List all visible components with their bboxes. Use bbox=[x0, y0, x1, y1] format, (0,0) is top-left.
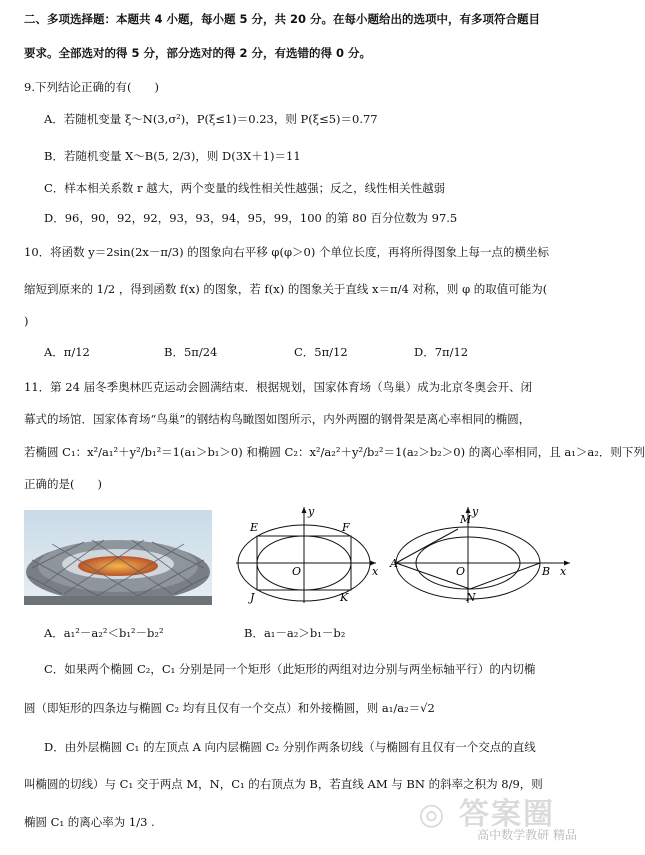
fig2-label-m: M bbox=[460, 513, 472, 526]
birds-nest-photo bbox=[24, 510, 212, 605]
fig1-label-e: E bbox=[250, 521, 259, 534]
q11-option-d-line1: D．由外层椭圆 C₁ 的左顶点 A 向内层椭圆 C₂ 分别作两条切线（与椭圆有且仅有一个交点的直线 bbox=[44, 740, 536, 754]
q11-option-a: A．a₁²－a₂²＜b₁²－b₂² bbox=[44, 626, 164, 640]
q10-option-c: C．5π/12 bbox=[294, 345, 348, 359]
q9-option-a: A．若随机变量 ξ～N(3,σ²)，P(ξ≤1)＝0.23，则 P(ξ≤5)＝0.77 bbox=[44, 112, 378, 126]
fig1-label-f: F bbox=[342, 521, 350, 534]
q10-line1: 10．将函数 y＝2sin(2x－π/3) 的图象向右平移 φ(φ＞0) 个单位长度，再将所得图象上每一点的横坐标 bbox=[24, 245, 549, 259]
section-header-line2: 要求。全部选对的得 5 分，部分选对的得 2 分，有选错的得 0 分。 bbox=[24, 46, 372, 60]
fig1-label-k: K bbox=[340, 591, 349, 604]
q10-line2: 缩短到原来的 1/2 ，得到函数 f(x) 的图象，若 f(x) 的图象关于直线 x＝π/4 对称，则 φ 的取值可能为( bbox=[24, 282, 548, 296]
q10-line3: ) bbox=[24, 314, 29, 328]
q11-option-d-line3: 椭圆 C₁ 的离心率为 1/3 . bbox=[24, 815, 155, 829]
q10-option-d: D．7π/12 bbox=[414, 345, 469, 359]
fig2-label-a: A bbox=[390, 557, 398, 570]
q11-option-c-line2: 圆（即矩形的四条边与椭圆 C₂ 均有且仅有一个交点）和外接椭圆，则 a₁/a₂＝√2 bbox=[24, 701, 435, 715]
fig1-label-x: x bbox=[372, 565, 379, 578]
q10-option-b: B．5π/24 bbox=[164, 345, 218, 359]
q10-option-a: A．π/12 bbox=[44, 345, 90, 359]
watermark-logo: ◎ 答案圈 bbox=[418, 797, 555, 832]
fig2-label-y: y bbox=[472, 505, 479, 518]
figure-tangent-ellipses bbox=[392, 505, 572, 605]
fig2-label-o: O bbox=[456, 565, 466, 578]
fig2-label-x: x bbox=[560, 565, 567, 578]
fig1-label-j: J bbox=[250, 591, 255, 604]
q9-option-c: C．样本相关系数 r 越大，两个变量的线性相关性越强；反之，线性相关性越弱 bbox=[44, 181, 446, 195]
fig2-label-n: N bbox=[466, 591, 476, 604]
watermark-text: 高中数学教研 精品 bbox=[477, 828, 577, 842]
q11-option-b: B．a₁－a₂＞b₁－b₂ bbox=[244, 626, 346, 640]
q10-options bbox=[44, 344, 555, 364]
figure-rectangle-ellipses bbox=[232, 505, 380, 605]
fig1-label-y: y bbox=[308, 505, 315, 518]
q9-stem: 9.下列结论正确的有( ) bbox=[24, 80, 159, 94]
q9-option-b: B．若随机变量 X～B(5, 2/3)，则 D(3X＋1)＝11 bbox=[44, 149, 301, 163]
q9-option-d: D．96，90，92，92，93，93，94，95，99，100 的第 80 百分位数为 97.5 bbox=[44, 211, 458, 225]
fig1-label-o: O bbox=[292, 565, 302, 578]
q11-line2: 幕式的场馆．国家体育场“鸟巢”的钢结构鸟瞰图如图所示，内外两圈的钢骨架是离心率相同的椭圆， bbox=[24, 412, 531, 426]
q11-line1: 11．第 24 届冬季奥林匹克运动会圆满结束．根据规划，国家体育场（鸟巢）成为北京冬奥会开、闭 bbox=[24, 380, 533, 394]
q11-option-c-line1: C．如果两个椭圆 C₂，C₁ 分别是同一个矩形（此矩形的两组对边分别与两坐标轴平行）的内切椭 bbox=[44, 662, 536, 676]
q11-line4: 正确的是( ) bbox=[24, 477, 102, 491]
q11-option-d-line2: 叫椭圆的切线）与 C₁ 交于两点 M，N，C₁ 的右顶点为 B，若直线 AM 与 BN 的斜率之积为 8/9，则 bbox=[24, 777, 543, 791]
q11-line3: 若椭圆 C₁：x²/a₁²＋y²/b₁²＝1(a₁＞b₁＞0) 和椭圆 C₂：x²/a₂²＋y²/b₂²＝1(a₂＞b₂＞0) 的离心率相同，且 a₁＞a₂．则下列 bbox=[24, 445, 645, 459]
section-header-line1: 二、多项选择题：本题共 4 小题，每小题 5 分，共 20 分。在每小题给出的选项中，有多项符合题目 bbox=[24, 12, 541, 26]
fig2-label-b: B bbox=[542, 565, 551, 578]
